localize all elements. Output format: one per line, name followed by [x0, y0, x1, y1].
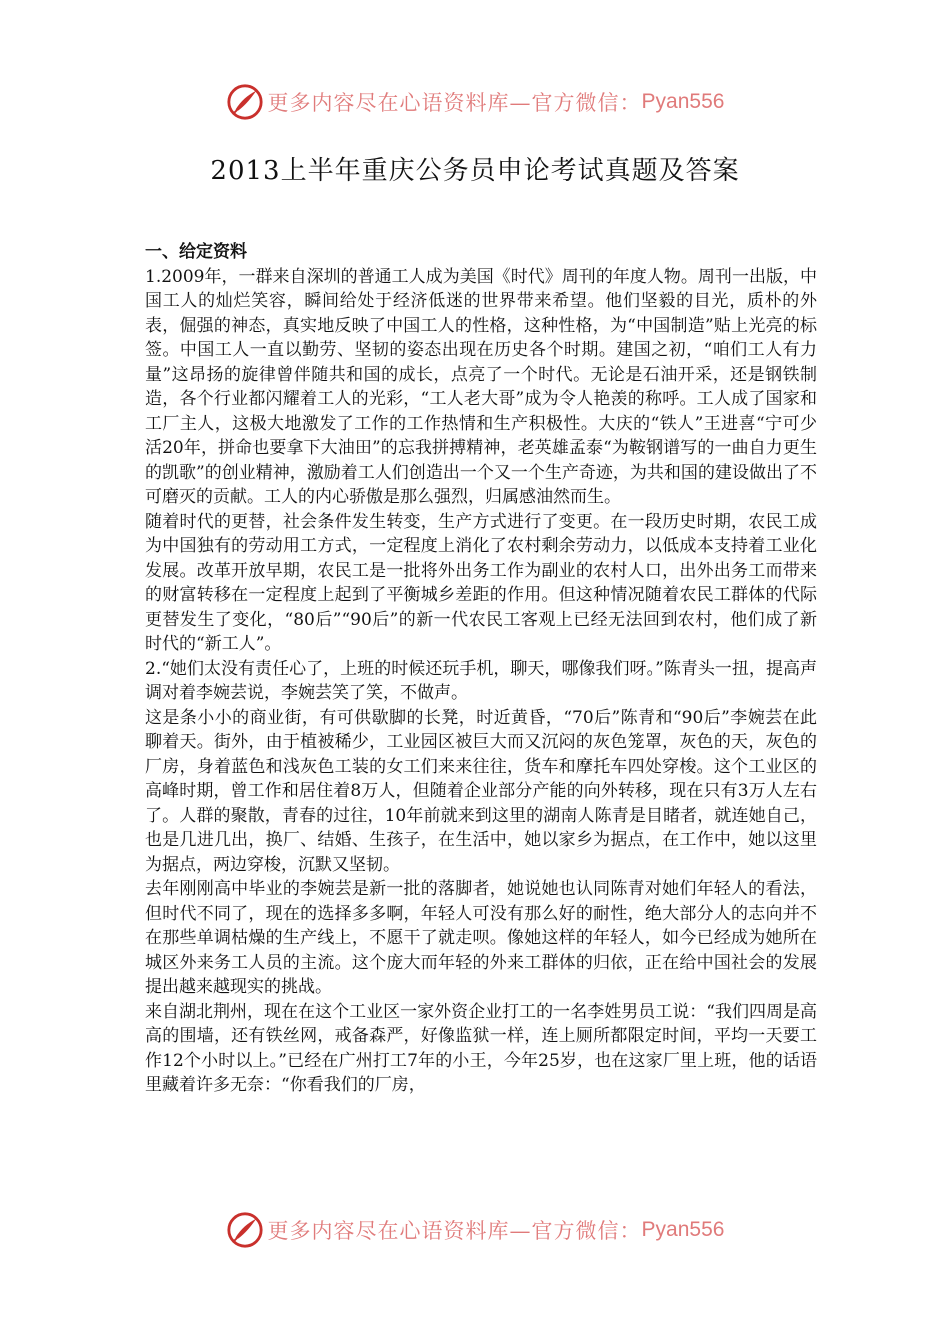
paragraph-1: 1.2009年，一群来自深圳的普通工人成为美国《时代》周刊的年度人物。周刊一出版，中国工人的灿烂笑容，瞬间给处于经济低迷的世界带来希望。他们坚毅的目光，质朴的外表，倔强的神态，真实地反映了中国工人的性格，这种性格，为“中国制造”贴上光亮的标签。中国工人一直以勤劳、坚韧的姿态出现在历史各个时期。建国之初，“咱们工人有力量”这昂扬的旋律曾伴随共和国的成长，点亮了一个时代。无论是石油开采，还是钢铁制造，各个行业都闪耀着工人的光彩，“工人老大哥”成为令人艳羡的称呼。工人成了国家和工厂主人，这极大地激发了工作的工作热情和生产积极性。大庆的“铁人”王进喜“宁可少活20年，拼命也要拿下大油田”的忘我拼搏精神，老英雄孟泰“为鞍钢谱写的一曲自力更生的凯歌”的创业精神，激励着工人们创造出一个又一个生产奇迹，为共和国的建设做出了不可磨灭的贡献。工人的内心骄傲是那么强烈，归属感油然而生。	[145, 266, 817, 507]
watermark-wechat-id: Pyan556	[641, 1218, 725, 1241]
paragraph-4: 这是条小小的商业街，有可供歇脚的长凳，时近黄昏，“70后”陈青和“90后”李婉芸在此聊着天。街外，由于植被稀少，工业园区被巨大而又沉闷的灰色笼罩，灰色的天，灰色的厂房，身着蓝色和浅灰色工装的女工们来来往往，货车和摩托车四处穿梭。这个工业区的高峰时期，曾工作和居住着8万人，但随着企业部分产能的向外转移，现在只有3万人左右了。人群的聚散，青春的过往，10年前就来到这里的湖南人陈青是目睹者，就连她自己，也是几进几出，换厂、结婚、生孩子，在生活中，她以家乡为据点，在工作中，她以这里为据点，两边穿梭，沉默又坚韧。	[145, 707, 817, 875]
paragraph-6: 来自湖北荆州，现在在这个工业区一家外资企业打工的一名李姓男员工说：“我们四周是高高的围墙，还有铁丝网，戒备森严，好像监狱一样，连上厕所都限定时间，平均一天要工作12个小时以上。”已经在广州打工7年的小王，今年25岁，也在这家厂里上班，他的话语里藏着许多无奈：“你看我们的厂房，	[145, 1001, 817, 1095]
paragraph-2: 随着时代的更替，社会条件发生转变，生产方式进行了变更。在一段历史时期，农民工成为中国独有的劳动用工方式，一定程度上消化了农村剩余劳动力，以低成本支持着工业化发展。改革开放早期，农民工是一批将外出务工作为副业的农村人口，出外出务工而带来的财富转移在一定程度上起到了平衡城乡差距的作用。但这种情况随着农民工群体的代际更替发生了变化，“80后”“90后”的新一代农民工客观上已经无法回到农村，他们成了新时代的“新工人”。	[145, 511, 817, 654]
paragraph-3: 2.“她们太没有责任心了，上班的时候还玩手机，聊天，哪像我们呀。”陈青头一扭，提高声调对着李婉芸说，李婉芸笑了笑，不做声。	[145, 658, 817, 703]
watermark-text: 更多内容尽在心语资料库—官方微信：	[267, 1219, 642, 1243]
paragraph-5: 去年刚刚高中毕业的李婉芸是新一批的落脚者，她说她也认同陈青对她们年轻人的看法，但时代不同了，现在的选择多多啊，年轻人可没有那么好的耐性，绝大部分人的志向并不在那些单调枯燥的生产线上，不愿干了就走呗。像她这样的年轻人，如今已经成为她所在城区外来务工人员的主流。这个庞大而年轻的外来工群体的归依，正在给中国社会的发展提出越来越现实的挑战。	[145, 879, 817, 997]
document-body	[145, 240, 817, 1098]
quill-logo-icon	[226, 83, 264, 121]
quill-logo-icon	[226, 1211, 264, 1249]
watermark-wechat-id: Pyan556	[641, 90, 725, 113]
section-heading: 一、给定资料	[145, 242, 247, 262]
watermark-banner-bottom	[0, 1208, 950, 1252]
watermark-text: 更多内容尽在心语资料库—官方微信：	[267, 91, 642, 115]
watermark-banner-top	[0, 80, 950, 124]
page-title: 2013上半年重庆公务员申论考试真题及答案	[210, 156, 740, 186]
